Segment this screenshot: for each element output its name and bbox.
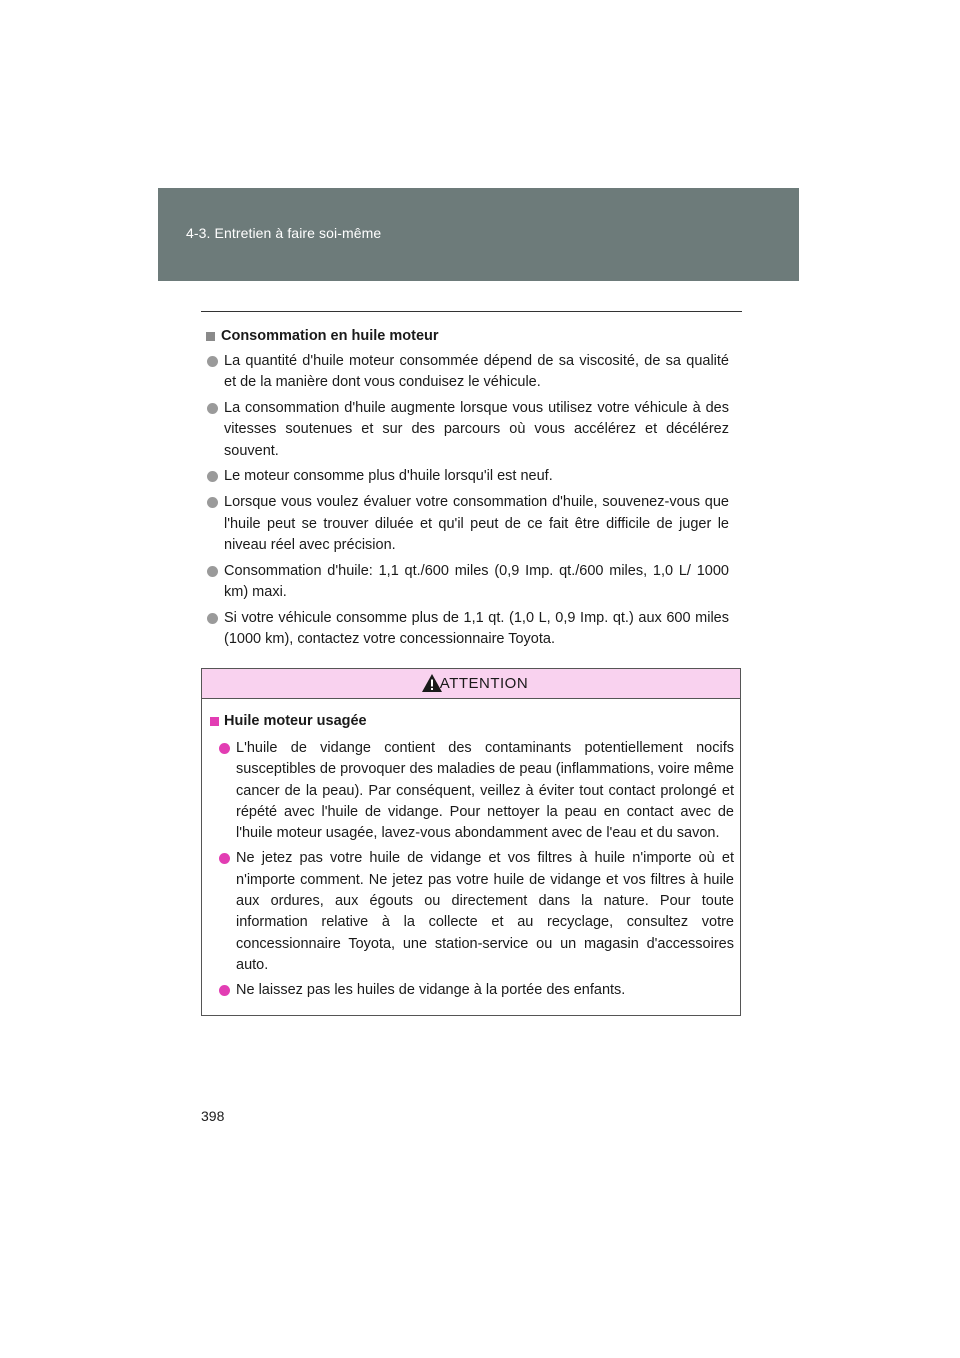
bullet-dot-icon	[207, 613, 218, 624]
page-number: 398	[201, 1108, 225, 1124]
list-item-text: Ne jetez pas votre huile de vidange et vos filtres à huile n'importe où et n'importe comment. Ne jetez pas votre huile de vidange et vos filtres à huile aux ordures, aux égouts ou directement dans la nature. Pour toute information relative à la collecte et au recyclage, consultez votre concessionnaire Toyota, une station-service ou un magasin d'accessoires auto.	[236, 850, 734, 973]
bullet-dot-icon	[207, 471, 218, 482]
list-item-text: Le moteur consomme plus d'huile lorsqu'il est neuf.	[224, 468, 553, 485]
attention-bullet-list	[210, 738, 734, 1002]
chapter-title: 4-3. Entretien à faire soi-même	[186, 225, 382, 241]
consumption-bullet-list	[205, 351, 729, 650]
section-heading	[205, 326, 729, 346]
list-item-text: Lorsque vous voulez évaluer votre consommation d'huile, souvenez-vous que l'huile peut se trouver diluée et qu'il peut de ce fait être difficile de juger le niveau réel avec précision.	[224, 494, 729, 553]
list-item	[210, 980, 734, 1001]
list-item	[205, 608, 729, 651]
list-item	[205, 492, 729, 556]
bullet-dot-icon	[219, 985, 230, 996]
list-item	[205, 398, 729, 462]
list-item-text: L'huile de vidange contient des contaminants potentiellement nocifs susceptibles de provoquer des maladies de peau (inflammations, voire même cancer de la peau). Par conséquent, veillez à éviter tout contact prolongé et répété avec l'huile de vidange. Pour nettoyer la peau en contact avec de l'huile moteur usagée, lavez-vous abondamment avec de l'eau et du savon.	[236, 740, 734, 842]
list-item	[210, 848, 734, 976]
bullet-dot-icon	[219, 743, 230, 754]
section-divider	[201, 311, 742, 312]
list-item	[205, 561, 729, 604]
chapter-header-band	[158, 188, 799, 281]
list-item	[205, 466, 729, 487]
attention-header	[202, 669, 740, 699]
bullet-dot-icon	[207, 403, 218, 414]
list-item-text: Ne laissez pas les huiles de vidange à la portée des enfants.	[236, 982, 626, 999]
bullet-dot-icon	[207, 356, 218, 367]
attention-heading-text: Huile moteur usagée	[224, 713, 367, 729]
list-item	[205, 351, 729, 394]
attention-box	[201, 668, 741, 1016]
attention-body	[202, 699, 740, 1002]
bullet-dot-icon	[219, 853, 230, 864]
attention-heading	[210, 711, 734, 731]
list-item-text: La consommation d'huile augmente lorsque vous utilisez votre véhicule à des vitesses soutenues et sur des parcours où vous accélérez et décélérez souvent.	[224, 400, 729, 459]
bullet-dot-icon	[207, 566, 218, 577]
attention-title: ATTENTION	[439, 675, 529, 692]
square-bullet-icon	[206, 332, 215, 341]
list-item-text: Si votre véhicule consomme plus de 1,1 qt. (1,0 L, 0,9 Imp. qt.) aux 600 miles (1000 km), contactez votre concessionnaire Toyota.	[224, 609, 729, 648]
list-item-text: Consommation d'huile: 1,1 qt./600 miles (0,9 Imp. qt./600 miles, 1,0 L/ 1000 km) maxi.	[224, 562, 729, 600]
list-item	[210, 738, 734, 844]
oil-consumption-section	[205, 326, 729, 655]
section-heading-text: Consommation en huile moteur	[221, 328, 439, 344]
list-item-text: La quantité d'huile moteur consommée dépend de sa viscosité, de sa qualité et de la manière dont vous conduisez le véhicule.	[224, 353, 729, 391]
square-bullet-icon	[210, 717, 219, 726]
bullet-dot-icon	[207, 497, 218, 508]
warning-triangle-icon	[421, 673, 443, 693]
